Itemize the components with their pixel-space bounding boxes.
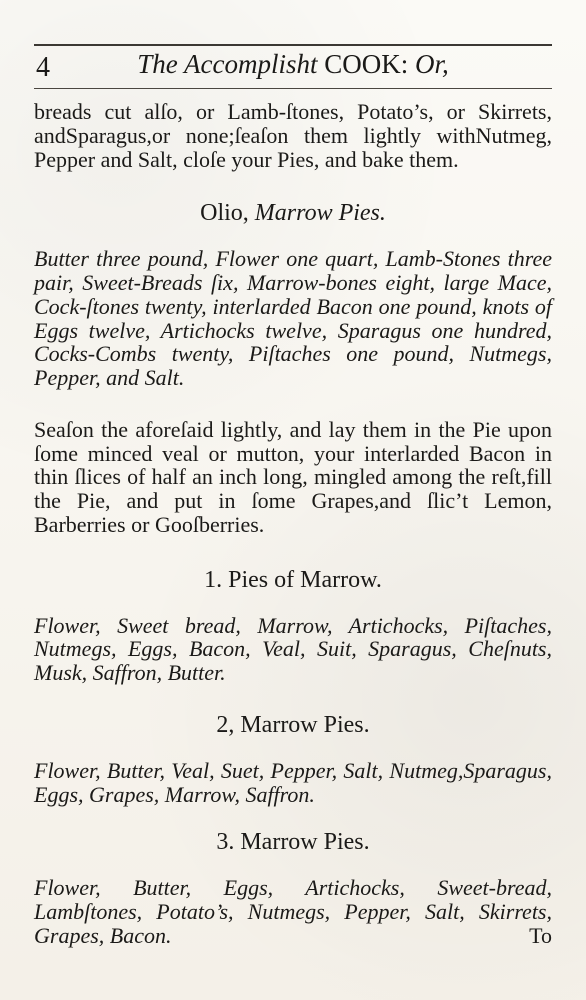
ingredients-3 (34, 876, 552, 947)
ingredients-2: Flower, Butter, Veal, Suet, Pepper, Salt, Nutmeg,Sparagus, Eggs, Grapes, Marrow, Saffron. (34, 757, 552, 807)
ingredients-1: Flower, Sweet bread, Marrow, Artichocks, Piſtaches, Nutmegs, Eggs, Bacon, Veal, Suit, Sparagus, Cheſnuts, Musk, Saffron, Butter. (34, 612, 552, 685)
running-head-roman: COOK: (324, 49, 409, 79)
section-heading-prefix: Olio, (200, 200, 249, 227)
page-header (34, 38, 552, 94)
page-content (34, 100, 552, 976)
header-bottom-rule (34, 88, 552, 89)
running-head (34, 51, 552, 78)
ingredients-3-text: Flower, Butter, Eggs, Artichocks, Sweet-bread, Lambſtones, Potato’s, Nutmegs, Pepper, Salt, Skirrets, Grapes, Bacon. (34, 875, 552, 948)
running-head-italic: The Accomplisht (137, 49, 318, 79)
ingredients-olio: Butter three pound, Flower one quart, Lamb-Stones three pair, Sweet-Breads ſix, Marrow-bones eight, large Mace, Cock-ſtones twenty, interlarded Bacon one pound, knots of Eggs twelve, Artichocks twelve, Sparagus one hundred, Cocks-Combs twenty, Piſtaches one pound, Nutmegs, Pepper, and Salt. (34, 246, 552, 390)
section-heading-3: 3. Marrow Pies. (216, 829, 370, 856)
section-heading-2: 2, Marrow Pies. (216, 711, 370, 738)
section-heading-italic: Marrow Pies. (254, 200, 386, 227)
section-heading-olio (34, 201, 552, 225)
header-top-rule (34, 44, 552, 46)
running-head-tail: Or, (414, 49, 449, 79)
intro-paragraph: breads cut alſo, or Lamb-ſtones, Potato’s, or Skirrets, andSparagus,or none;ſeaſon them lightly withNutmeg, Pepper and Salt, cloſe your Pies, and bake them. (34, 99, 552, 172)
directions-olio: Seaſon the aforeſaid lightly, and lay them in the Pie upon ſome minced veal or mutton, your interlarded Bacon in thin ſlices of half an inch long, mingled among the reſt,fill the Pie, and put in ſome Grapes,and ſlic’t Lemon, Barberries or Gooſberries. (34, 416, 552, 537)
page-number: 4 (36, 52, 50, 83)
catchword: To (529, 922, 552, 948)
section-heading-1: 1. Pies of Marrow. (204, 566, 382, 593)
